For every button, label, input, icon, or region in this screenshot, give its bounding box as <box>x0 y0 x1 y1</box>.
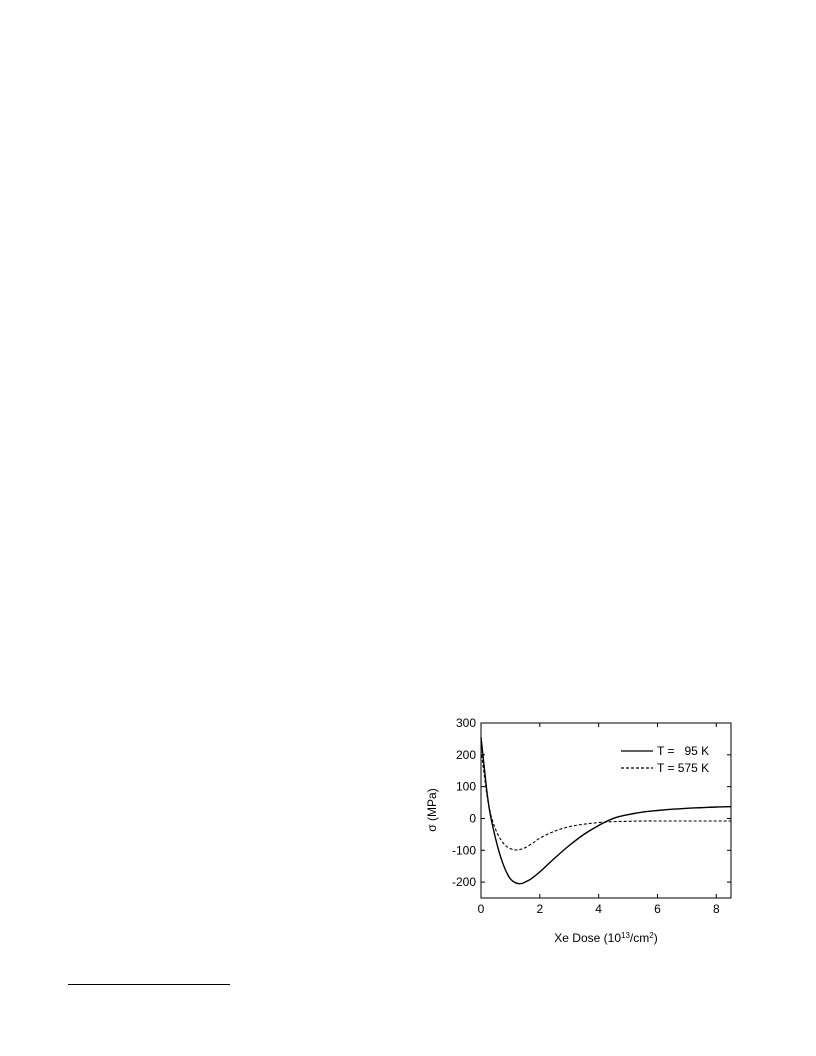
y-tick-label: 100 <box>455 779 476 794</box>
x-axis-label <box>554 931 657 946</box>
y-tick-label: -100 <box>451 843 476 858</box>
x-tick-label: 2 <box>536 902 544 916</box>
legend <box>621 744 709 775</box>
legend-label-2: T = 575 K <box>657 761 710 775</box>
footnote-rule <box>68 984 230 985</box>
y-tick-label: 200 <box>455 747 476 762</box>
x-tick-label: 4 <box>595 902 602 916</box>
series-line-1 <box>481 737 731 883</box>
y-tick-label: 300 <box>455 716 476 730</box>
series-layer <box>481 737 731 883</box>
plot-area <box>452 716 731 916</box>
y-tick-label: -200 <box>451 875 476 890</box>
x-tick-label: 0 <box>477 902 485 916</box>
x-tick-label: 6 <box>654 902 661 916</box>
x-axis-label-unit-exponent: 2 <box>649 930 654 940</box>
legend-label-1: T = 95 K <box>657 744 710 758</box>
x-axis-label-main: Xe Dose (10 <box>554 931 621 945</box>
x-axis-label-exponent: 13 <box>621 930 630 940</box>
x-tick-label: 8 <box>712 902 720 916</box>
x-axis-label-close: ) <box>653 931 658 945</box>
x-axis-label-unit: /cm <box>629 931 650 945</box>
y-tick-label: 0 <box>469 811 476 826</box>
y-axis-label: σ (MPa) <box>425 788 439 832</box>
